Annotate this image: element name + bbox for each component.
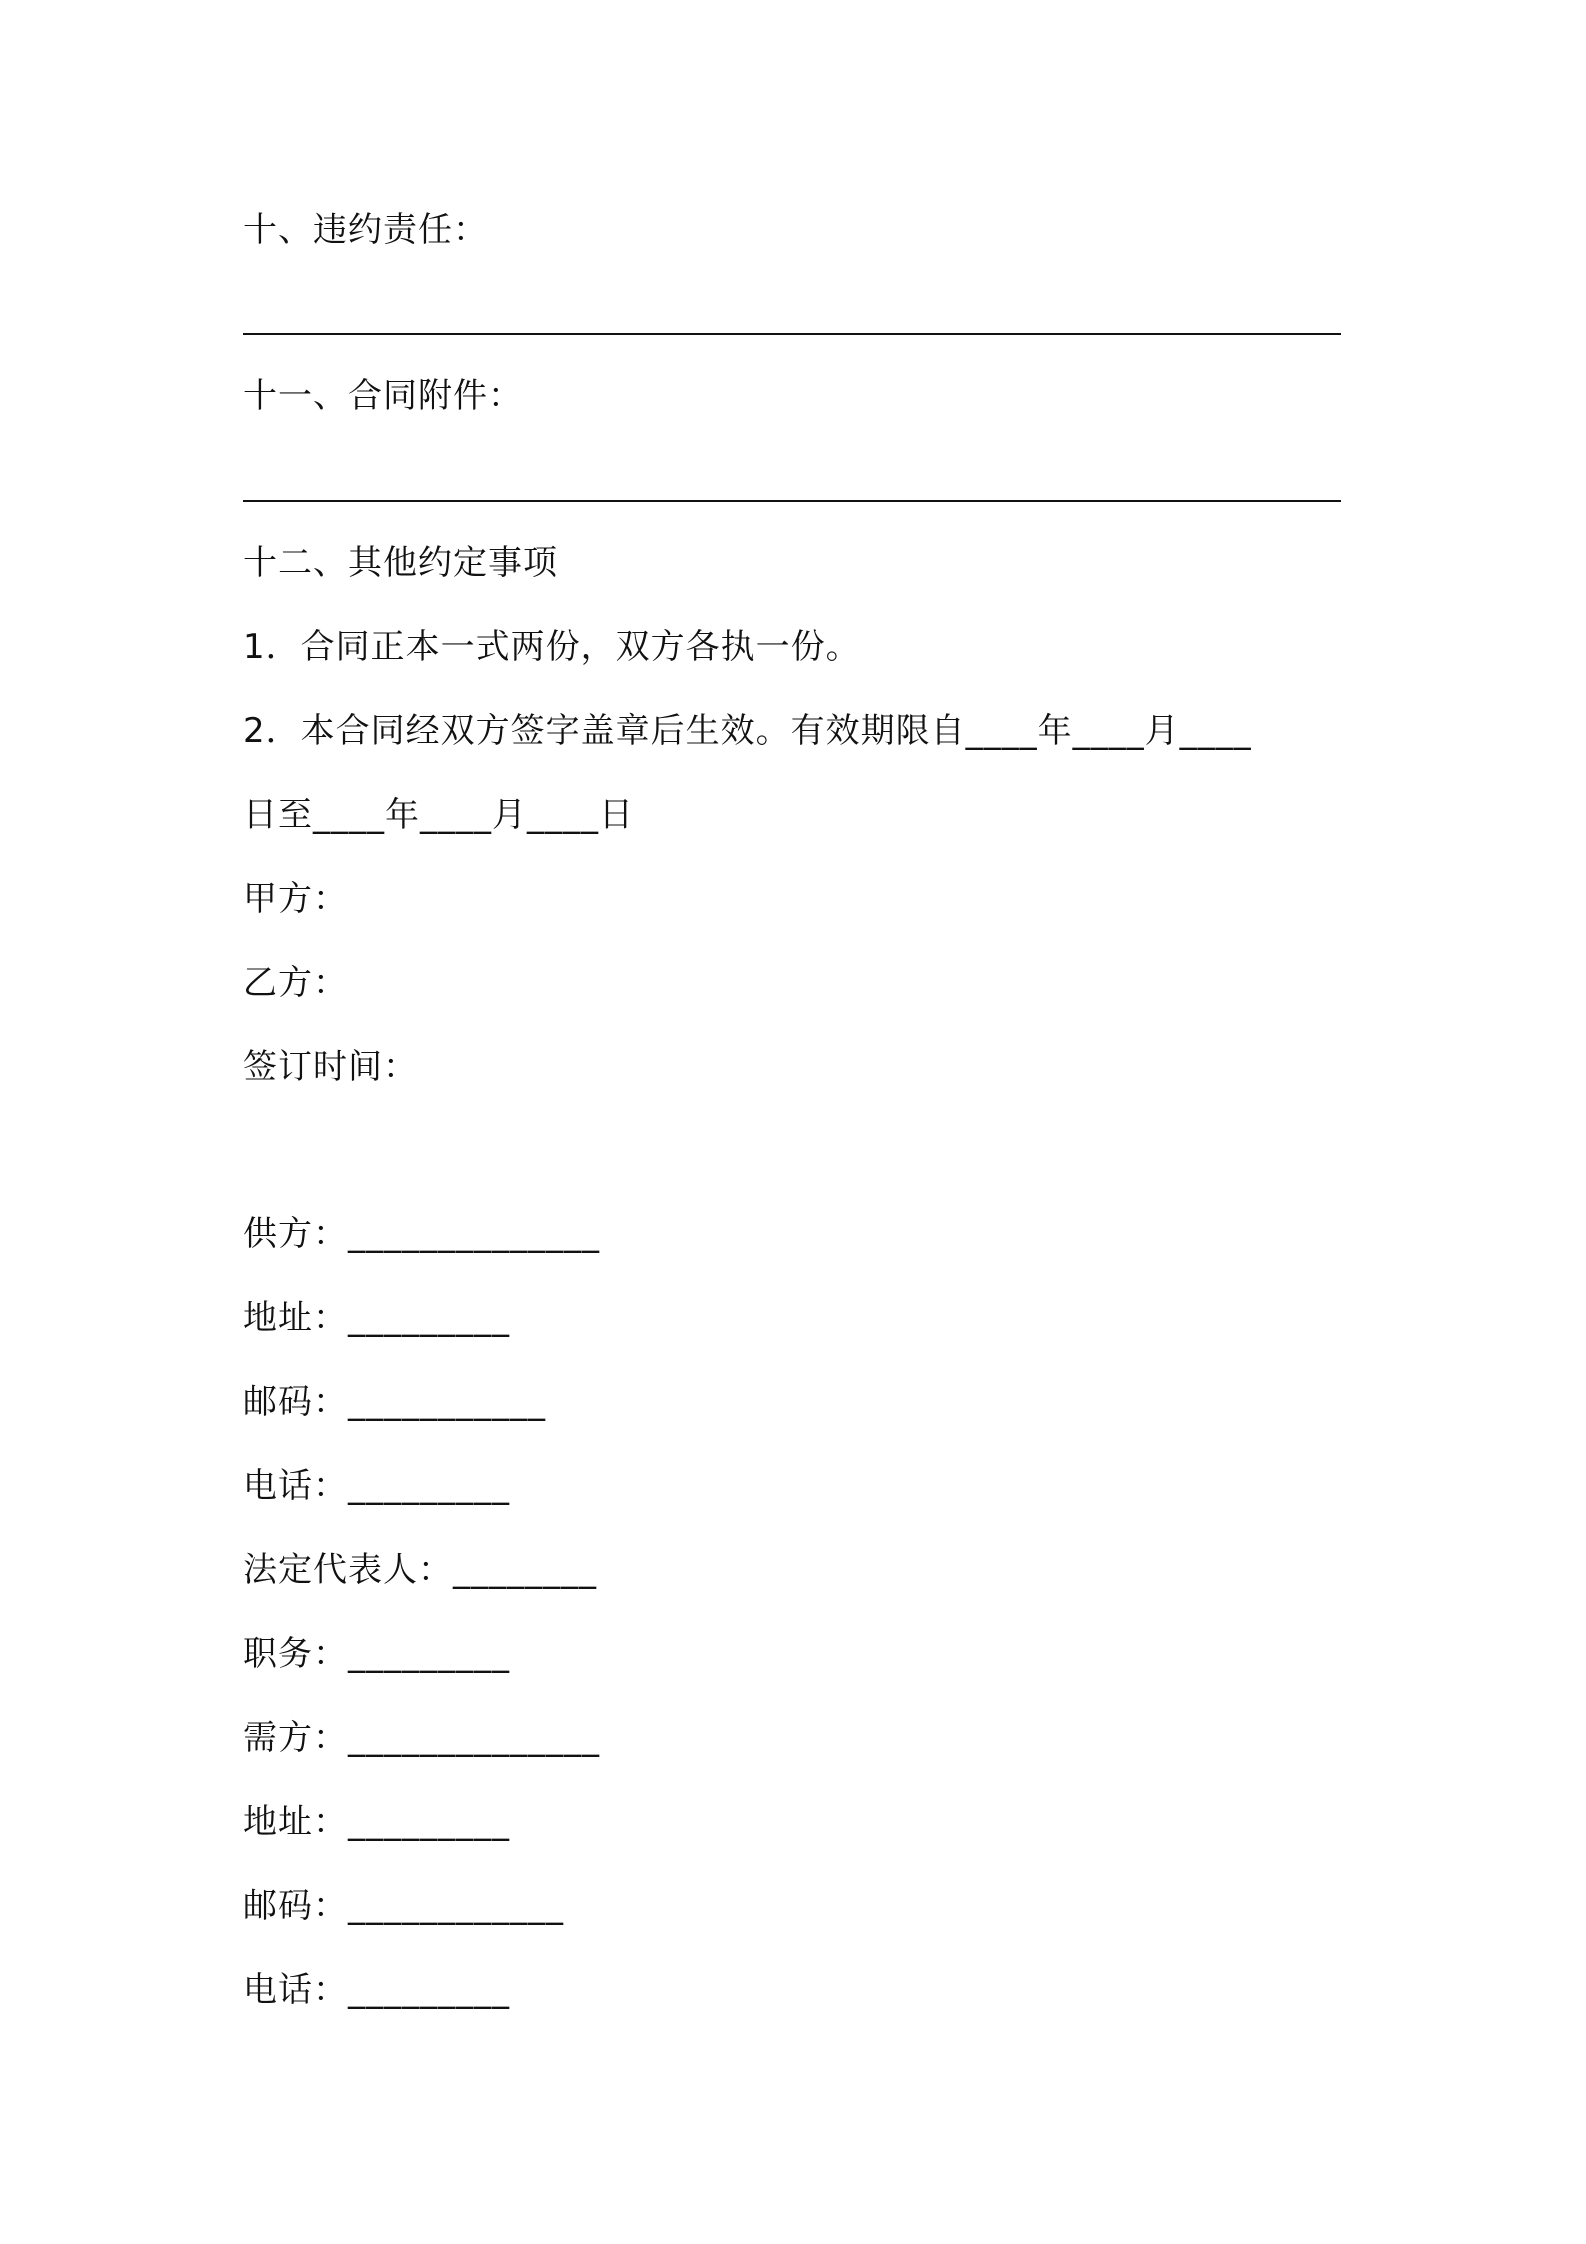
party-b-label: 乙方：: [243, 963, 348, 1003]
party-a-label: 甲方：: [243, 879, 348, 919]
section-10-heading: 十、违约责任：: [243, 210, 488, 250]
buyer-name-field: 需方：______________: [243, 1718, 600, 1758]
section-12-item-2-line-2: 日至____年____月____日: [243, 795, 634, 835]
supplier-name-field: 供方：______________: [243, 1214, 600, 1254]
section-12-item-2-line-1: 2．本合同经双方签字盖章后生效。有效期限自____年____月____: [243, 711, 1252, 751]
section-11-heading: 十一、合同附件：: [243, 376, 523, 416]
blank-rule-section-10: [243, 333, 1341, 335]
signing-time-label: 签订时间：: [243, 1047, 418, 1087]
section-12-item-1: 1．合同正本一式两份，双方各执一份。: [243, 627, 861, 667]
supplier-phone-field: 电话：_________: [243, 1466, 510, 1506]
section-12-heading: 十二、其他约定事项: [243, 543, 558, 583]
blank-rule-section-11: [243, 500, 1341, 502]
supplier-position-field: 职务：_________: [243, 1634, 510, 1674]
buyer-address-field: 地址：_________: [243, 1802, 510, 1842]
buyer-phone-field: 电话：_________: [243, 1970, 510, 2010]
buyer-postcode-field: 邮码：____________: [243, 1886, 564, 1926]
supplier-postcode-field: 邮码：___________: [243, 1382, 546, 1422]
supplier-legal-rep-field: 法定代表人：________: [243, 1550, 597, 1590]
supplier-address-field: 地址：_________: [243, 1298, 510, 1338]
